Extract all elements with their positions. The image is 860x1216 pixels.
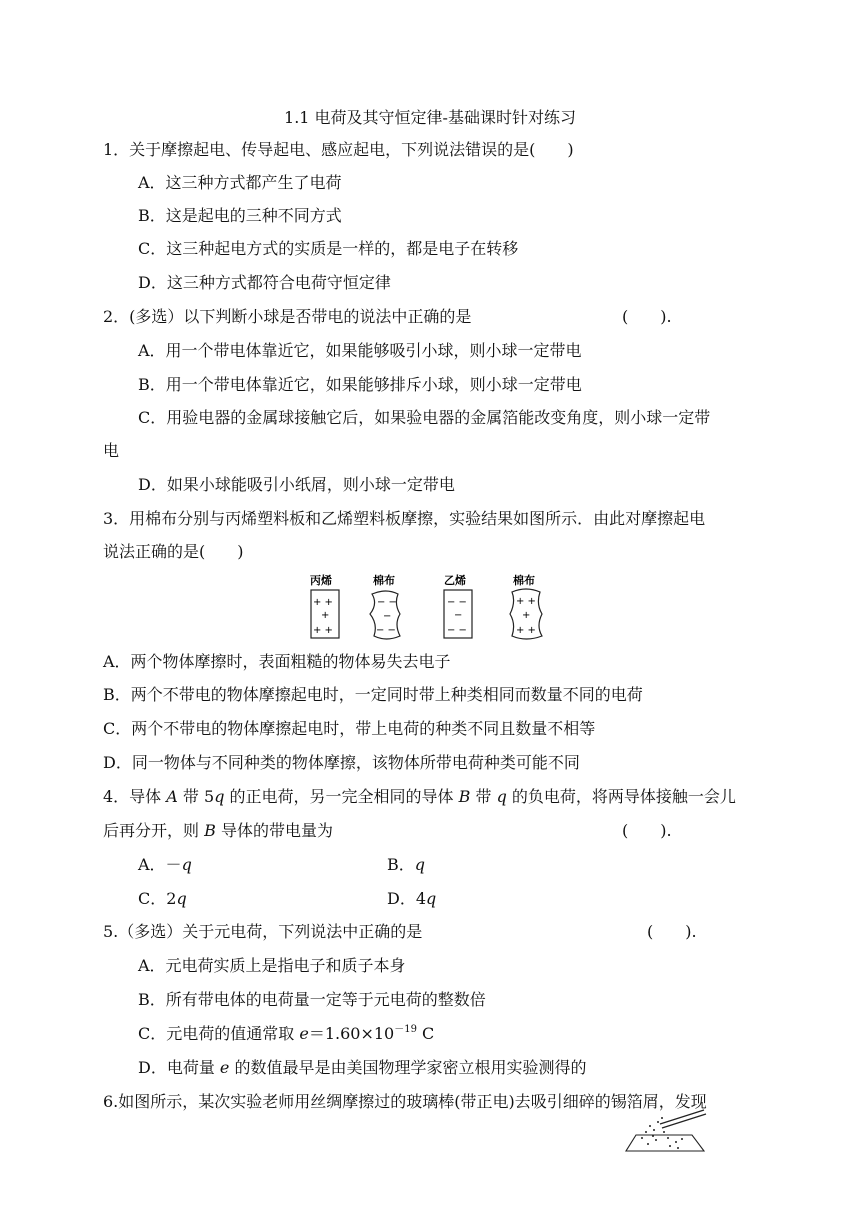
ethylene-charges: − − — [447, 625, 467, 636]
question-4-stem-line-2: 后再分开，则 B 导体的带电量为 — [103, 821, 333, 840]
question-2-option-c: C．用验电器的金属球接触它后，如果验电器的金属箔能改变角度，则小球一定带 — [138, 408, 711, 427]
question-2-answer-paren: ( ). — [622, 307, 672, 326]
cotton-1-charges: − − — [377, 597, 397, 608]
question-1-option-b: B．这是起电的三种不同方式 — [138, 206, 342, 225]
question-1-stem: 1．关于摩擦起电、传导起电、感应起电，下列说法错误的是( ) — [103, 140, 574, 159]
question-3-option-d: D．同一物体与不同种类的物体摩擦，该物体所带电荷种类可能不同 — [103, 753, 580, 772]
question-6-stem: 6.如图所示，某次实验老师用丝绸摩擦过的玻璃棒(带正电)去吸引细碎的锡箔屑，发现 — [103, 1092, 707, 1111]
question-1-option-d: D．这三种方式都符合电荷守恒定律 — [138, 273, 391, 292]
question-4-answer-paren: ( ). — [622, 821, 672, 840]
question-1-option-c: C．这三种起电方式的实质是一样的，都是电子在转移 — [138, 239, 519, 258]
question-5-option-d: D．电荷量 e 的数值最早是由美国物理学家密立根用实验测得的 — [138, 1058, 587, 1077]
propylene-charges: + + — [313, 625, 333, 636]
question-5-option-c: C．元电荷的值通常取 $e=1.60\times 10^{-19}$ C — [138, 1024, 435, 1043]
question-5-stem: 5.（多选）关于元电荷，下列说法中正确的是 — [103, 922, 423, 941]
question-1-option-a: A．这三种方式都产生了电荷 — [138, 173, 342, 192]
ethylene-charges: − − — [447, 597, 467, 608]
ethylene-label: 乙烯 — [444, 574, 466, 587]
question-2-option-c-continued: 电 — [103, 441, 120, 460]
cotton-1-charges: − — [383, 611, 392, 622]
cotton-2-charges: + + — [516, 625, 536, 636]
table-surface — [626, 1135, 704, 1151]
cotton-1-charges: − − — [376, 625, 396, 636]
question-5-answer-paren: ( ). — [647, 922, 697, 941]
foil-flakes — [641, 1117, 683, 1149]
propylene-charges: + — [321, 610, 330, 621]
question-2-option-b: B．用一个带电体靠近它，如果能够排斥小球，则小球一定带电 — [138, 375, 582, 394]
question-3-stem-line-1: 3．用棉布分别与丙烯塑料板和乙烯塑料板摩擦，实验结果如图所示．由此对摩擦起电 — [103, 509, 706, 528]
propylene-charges: + + — [313, 597, 333, 608]
question-3-stem-line-2: 说法正确的是( ) — [103, 542, 244, 561]
question-2-option-d: D．如果小球能吸引小纸屑，则小球一定带电 — [138, 475, 455, 494]
propylene-label: 丙烯 — [310, 574, 332, 587]
question-3-option-c: C．两个不带电的物体摩擦起电时，带上电荷的种类不同且数量不相等 — [103, 719, 596, 738]
charged-plates-figure — [300, 572, 560, 644]
ethylene-charges: − — [454, 610, 463, 621]
question-2-option-a: A．用一个带电体靠近它，如果能够吸引小球，则小球一定带电 — [138, 341, 582, 360]
cotton-2-charges: + + — [516, 596, 536, 607]
cotton-label-1: 棉布 — [373, 574, 395, 587]
cotton-label-2: 棉布 — [513, 574, 535, 587]
question-5-option-b: B．所有带电体的电荷量一定等于元电荷的整数倍 — [138, 990, 486, 1009]
question-2-stem: 2．(多选）以下判断小球是否带电的说法中正确的是 — [103, 307, 472, 326]
page-title: 1.1 电荷及其守恒定律-基础课时针对练习 — [284, 108, 576, 127]
question-4-option-d: D．4q — [387, 889, 437, 908]
question-3-option-b: B．两个不带电的物体摩擦起电时，一定同时带上种类相同而数量不同的电荷 — [103, 685, 643, 704]
question-3-option-a: A．两个物体摩擦时，表面粗糙的物体易失去电子 — [103, 652, 451, 671]
glass-rod-foil-figure — [620, 1108, 710, 1154]
question-5-option-a: A．元电荷实质上是指电子和质子本身 — [138, 956, 406, 975]
question-4-option-a: A．－q — [138, 855, 192, 874]
question-4-stem-line-1: 4．导体 A 带 5q 的正电荷，另一完全相同的导体 B 带 q 的负电荷，将两导体接触一会儿 — [103, 787, 736, 806]
cotton-2-charges: + — [522, 610, 531, 621]
question-4-option-c: C．2q — [138, 889, 187, 908]
question-4-option-b: B．q — [387, 855, 426, 874]
